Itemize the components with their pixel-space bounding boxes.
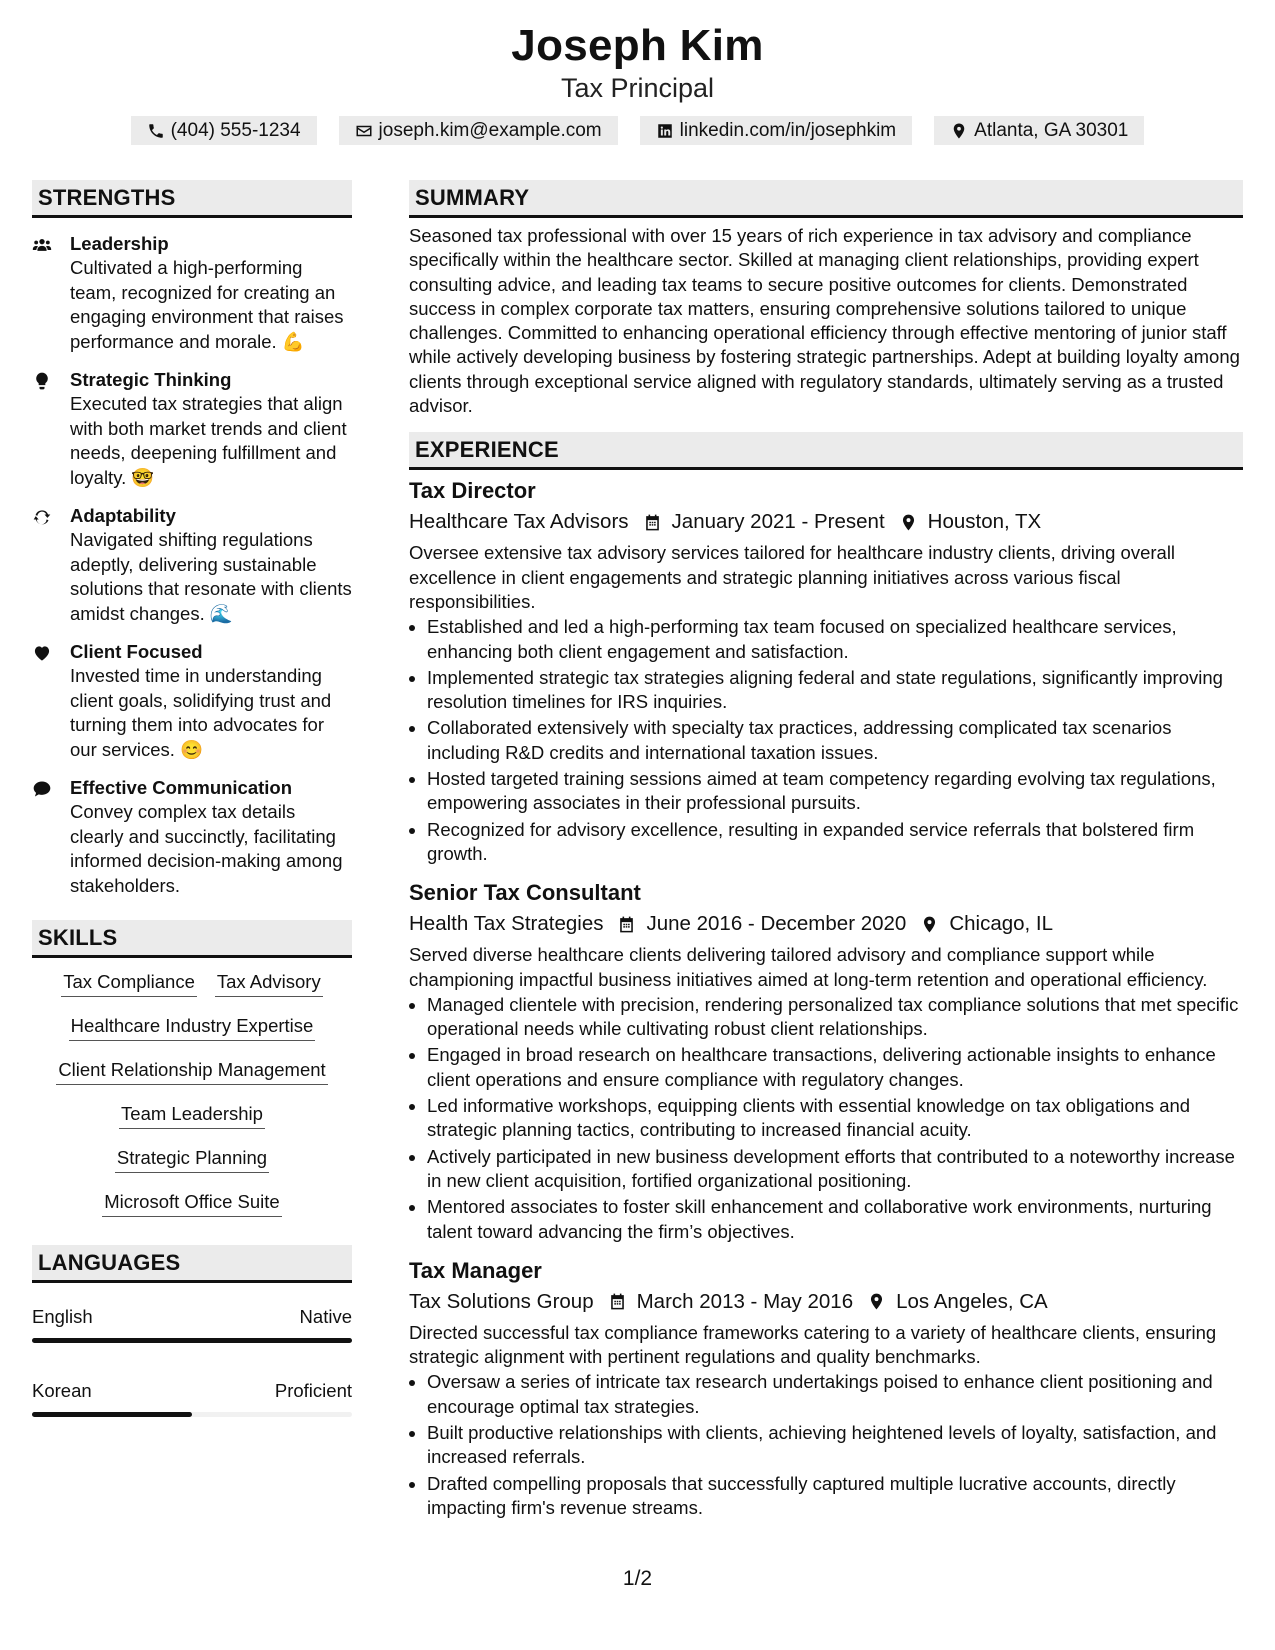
- heart-icon: [32, 643, 52, 663]
- envelope-icon: [355, 122, 373, 140]
- language-proficiency-fill: [32, 1412, 192, 1417]
- strength-item: [32, 776, 352, 898]
- calendar-icon: [608, 1292, 627, 1311]
- contact-location[interactable]: [934, 116, 1144, 145]
- language-item: [32, 1379, 352, 1417]
- experience-heading: EXPERIENCE: [409, 432, 1243, 470]
- job-company: Tax Solutions Group: [409, 1289, 594, 1313]
- job-title: Senior Tax Consultant: [409, 880, 641, 906]
- job-bullet: • Built productive relationships with clients, achieving heightened levels of loyalty, satisfaction, and increased referrals.: [427, 1421, 1243, 1470]
- job-entry: [409, 878, 1243, 1244]
- languages-heading: LANGUAGES: [32, 1245, 352, 1283]
- email-text: joseph.kim@example.com: [378, 119, 602, 141]
- strength-desc: Navigated shifting regulations adeptly, delivering sustainable solutions that resonate with clients amidst changes. 🌊: [70, 529, 352, 624]
- skills-heading: SKILLS: [32, 920, 352, 958]
- comment-icon: [32, 779, 52, 799]
- left-column: [32, 180, 352, 1417]
- job-company: Healthcare Tax Advisors: [409, 510, 629, 534]
- skill-tag: Microsoft Office Suite: [102, 1190, 281, 1217]
- calendar-icon: [643, 513, 662, 532]
- language-proficiency-fill: [32, 1338, 352, 1343]
- job-bullets: [409, 615, 1243, 866]
- users-icon: [32, 235, 52, 255]
- linkedin-icon: [656, 122, 674, 140]
- job-bullet: • Actively participated in new business development efforts that contributed to a noteworthy increase in new client acquisition, fortified organizational positioning.: [427, 1145, 1243, 1194]
- location-text: Atlanta, GA 30301: [974, 119, 1129, 141]
- summary-heading: SUMMARY: [409, 180, 1243, 218]
- job-meta: [409, 910, 1243, 938]
- job-bullet: • Managed clientele with precision, rendering personalized tax compliance solutions that met specific operational needs while cultivating robust client relationships.: [427, 993, 1243, 1042]
- strength-item: [32, 504, 352, 626]
- job-location: Los Angeles, CA: [896, 1289, 1048, 1313]
- strengths-heading: STRENGTHS: [32, 180, 352, 218]
- sync-icon: [32, 507, 52, 527]
- linkedin-text: linkedin.com/in/josephkim: [679, 119, 897, 141]
- job-entry: [409, 476, 1243, 866]
- strength-item: [32, 640, 352, 762]
- skill-tag: Healthcare Industry Expertise: [69, 1014, 316, 1041]
- strength-item: [32, 232, 352, 354]
- strength-title: Leadership: [70, 233, 169, 254]
- candidate-title: Tax Principal: [560, 73, 715, 103]
- strength-desc: Invested time in understanding client goals, solidifying trust and turning them into advocates for our services. 😊: [70, 665, 332, 760]
- map-marker-icon: [899, 513, 918, 532]
- language-level: Native: [299, 1306, 352, 1327]
- language-item: [32, 1305, 352, 1343]
- job-bullet: • Drafted compelling proposals that successfully captured multiple lucrative accounts, directly impacting firm's revenue streams.: [427, 1472, 1243, 1521]
- job-location: Chicago, IL: [949, 912, 1054, 936]
- skill-tag: Strategic Planning: [115, 1146, 269, 1173]
- strength-item: [32, 368, 352, 490]
- job-bullet: • Recognized for advisory excellence, resulting in expanded service referrals that bolstered firm growth.: [427, 818, 1243, 867]
- contact-linkedin[interactable]: [640, 116, 913, 145]
- job-entry: [409, 1256, 1243, 1520]
- contact-email[interactable]: [339, 116, 618, 145]
- job-bullets: [409, 993, 1243, 1244]
- job-bullet: • Oversaw a series of intricate tax research undertakings poised to enhance client positioning and encourage optimal tax strategies.: [427, 1370, 1243, 1419]
- map-marker-icon: [867, 1292, 886, 1311]
- job-dates: January 2021 - Present: [671, 510, 885, 534]
- contact-bar: [0, 116, 1275, 145]
- language-proficiency-bar: [32, 1338, 352, 1343]
- language-name: English: [32, 1306, 93, 1327]
- right-column: [409, 180, 1243, 1522]
- skill-tag: Tax Compliance: [61, 970, 197, 997]
- skill-tag: Client Relationship Management: [56, 1058, 327, 1085]
- skill-tag: Team Leadership: [119, 1102, 265, 1129]
- strength-title: Strategic Thinking: [70, 369, 232, 390]
- phone-icon: [147, 122, 165, 140]
- map-marker-icon: [920, 915, 939, 934]
- language-level: Proficient: [274, 1380, 352, 1401]
- job-bullet: • Implemented strategic tax strategies aligning federal and state regulations, significantly improving resolution timelines for IRS inquiries.: [427, 666, 1243, 715]
- candidate-name: Joseph Kim: [511, 21, 764, 70]
- job-meta: [409, 1288, 1243, 1316]
- language-name: Korean: [32, 1380, 92, 1401]
- skills-list: [32, 970, 352, 1217]
- language-proficiency-bar: [32, 1412, 352, 1417]
- job-bullet: • Established and led a high-performing tax team focused on specialized healthcare services, enhancing both client engagement and satisfaction.: [427, 615, 1243, 664]
- strength-desc: Convey complex tax details clearly and succinctly, facilitating informed decision-making among stakeholders.: [70, 801, 343, 896]
- job-description: Served diverse healthcare clients delivering tailored advisory and compliance support while championing impactful business initiatives aimed at long-term retention and operational efficiency.: [409, 944, 1208, 990]
- job-bullet: • Engaged in broad research on healthcare transactions, delivering actionable insights to enhance client operations and ensure compliance with regulatory changes.: [427, 1043, 1243, 1092]
- job-description: Oversee extensive tax advisory services tailored for healthcare industry clients, driving overall excellence in client engagements and strategic planning initiatives across various fiscal responsibilities.: [409, 542, 1176, 612]
- job-bullet: • Collaborated extensively with specialty tax practices, addressing complicated tax scenarios including R&D credits and international taxation issues.: [427, 716, 1243, 765]
- page-number: 1/2: [622, 1567, 653, 1590]
- job-description: Directed successful tax compliance frameworks catering to a variety of healthcare clients, ensuring strategic alignment with pertinent regulations and quality benchmarks.: [409, 1321, 1217, 1368]
- job-bullets: [409, 1370, 1243, 1520]
- strength-title: Client Focused: [70, 641, 203, 662]
- phone-text: (404) 555-1234: [170, 119, 301, 141]
- skill-tag: Tax Advisory: [215, 970, 323, 997]
- job-bullet: • Led informative workshops, equipping clients with essential knowledge on tax obligations and strategic planning tactics, contributing to increased financial acuity.: [427, 1094, 1243, 1143]
- job-title: Tax Manager: [409, 1257, 542, 1283]
- strength-title: Adaptability: [70, 505, 176, 526]
- strength-desc: Cultivated a high-performing team, recognized for creating an engaging environment that raises performance and morale. 💪: [70, 257, 344, 352]
- map-marker-icon: [950, 122, 968, 140]
- lightbulb-icon: [32, 371, 52, 391]
- job-meta: [409, 508, 1243, 536]
- resume-header: [0, 20, 1275, 145]
- job-dates: March 2013 - May 2016: [636, 1289, 854, 1313]
- job-company: Health Tax Strategies: [409, 912, 604, 936]
- job-title: Tax Director: [409, 478, 536, 504]
- summary-text: Seasoned tax professional with over 15 years of rich experience in tax advisory and compliance specifically within the healthcare sector. Skilled at managing client relationships, providing expert consulting advice, and leading tax teams to secure positive outcomes for clients. Demonstrated success in complex corporate tax matters, ensuring comprehensive solutions tailored to unique challenges. Committed to enhancing operational efficiency through effective mentoring of junior staff while actively developing business by fostering strategic partnerships. Adept at building loyalty among clients through exceptional service aligned with regulatory standards, ultimately serving as a trusted advisor.: [409, 225, 1240, 417]
- calendar-icon: [617, 915, 636, 934]
- job-location: Houston, TX: [927, 510, 1042, 534]
- strength-desc: Executed tax strategies that align with both market trends and client needs, deepening fulfillment and loyalty. 🤓: [70, 393, 347, 488]
- job-dates: June 2016 - December 2020: [646, 912, 907, 936]
- job-bullet: • Hosted targeted training sessions aimed at team competency regarding evolving tax regulations, empowering associates in their professional pursuits.: [427, 767, 1243, 816]
- job-bullet: • Mentored associates to foster skill enhancement and collaborative work environments, nurturing talent toward advancing the firm’s objectives.: [427, 1195, 1243, 1244]
- contact-phone[interactable]: [131, 116, 317, 145]
- strength-title: Effective Communication: [70, 777, 293, 798]
